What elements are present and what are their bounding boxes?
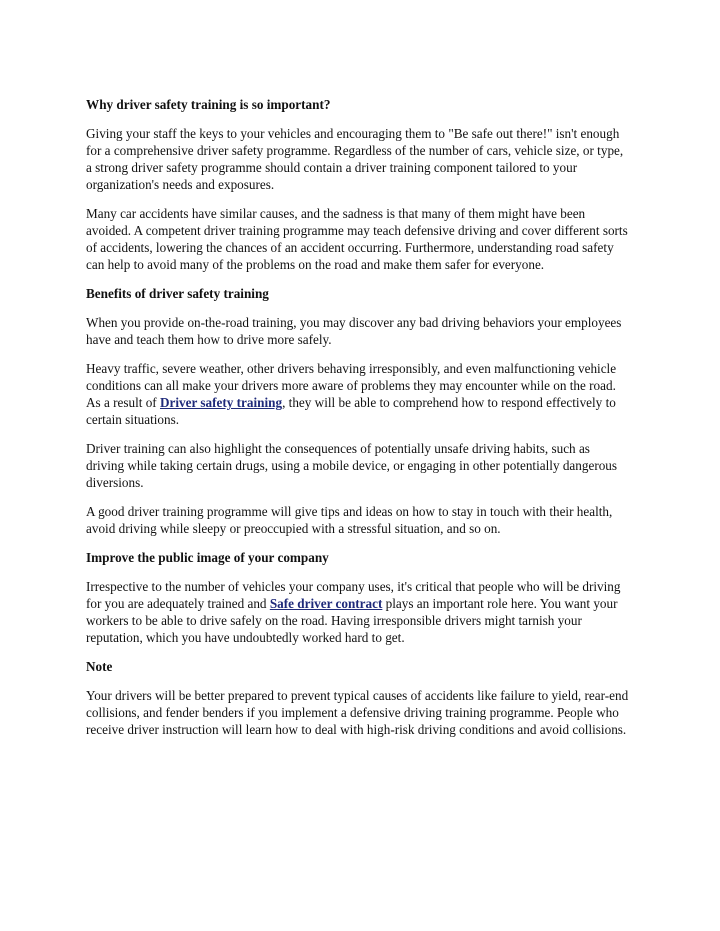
heading-public-image: Improve the public image of your company (86, 550, 329, 565)
text-span: plays an important role here. You want your workers to be able to drive safely on the road. Having irresponsible drivers might tarnish your reputation, which you have undoubtedly worked hard to get. (86, 596, 618, 645)
paragraph-with-link (86, 360, 630, 428)
paragraph: Giving your staff the keys to your vehicles and encouraging them to "Be safe out there!" isn't enough for a comprehensive driver safety programme. Regardless of the number of cars, vehicle size, or type, a strong driver safety programme should contain a driver training component tailored to your organization's needs and exposures. (86, 126, 624, 192)
paragraph: Your drivers will be better prepared to prevent typical causes of accidents like failure to yield, rear-end collisions, and fender benders if you implement a defensive driving training programme. People who receive driver instruction will learn how to deal with high-risk driving conditions and avoid collisions. (86, 688, 629, 737)
paragraph: When you provide on-the-road training, you may discover any bad driving behaviors your employees have and teach them how to drive more safely. (86, 315, 622, 347)
paragraph: Driver training can also highlight the consequences of potentially unsafe driving habits, such as driving while taking certain drugs, using a mobile device, or engaging in other potentially dangerous diversions. (86, 441, 618, 490)
text-span: Heavy traffic, severe weather, other drivers behaving irresponsibly, and even malfunctioning vehicle conditions can all make your drivers more aware of problems they may encounter while on the road. As a result of (86, 361, 617, 410)
paragraph-with-link (86, 578, 630, 646)
text-span: , they will be able to comprehend how to respond effectively to certain situations. (86, 395, 616, 427)
paragraph: A good driver training programme will give tips and ideas on how to stay in touch with their health, avoid driving while sleepy or preoccupied with a stressful situation, and so on. (86, 504, 613, 536)
heading-note: Note (86, 659, 113, 674)
paragraph: Many car accidents have similar causes, and the sadness is that many of them might have been avoided. A competent driver training programme may teach defensive driving and cover different sorts of accidents, lowering the chances of an accident occurring. Furthermore, understanding road safety can help to avoid many of the problems on the road and make them safer for everyone. (86, 206, 628, 272)
heading-why-important: Why driver safety training is so important? (86, 97, 331, 112)
safe-driver-contract-link[interactable]: Safe driver contract (269, 596, 383, 611)
text-span: Irrespective to the number of vehicles your company uses, it's critical that people who will be driving for you are adequately trained and (86, 579, 621, 611)
heading-benefits: Benefits of driver safety training (86, 286, 269, 301)
driver-safety-training-link[interactable]: Driver safety training (159, 395, 283, 410)
